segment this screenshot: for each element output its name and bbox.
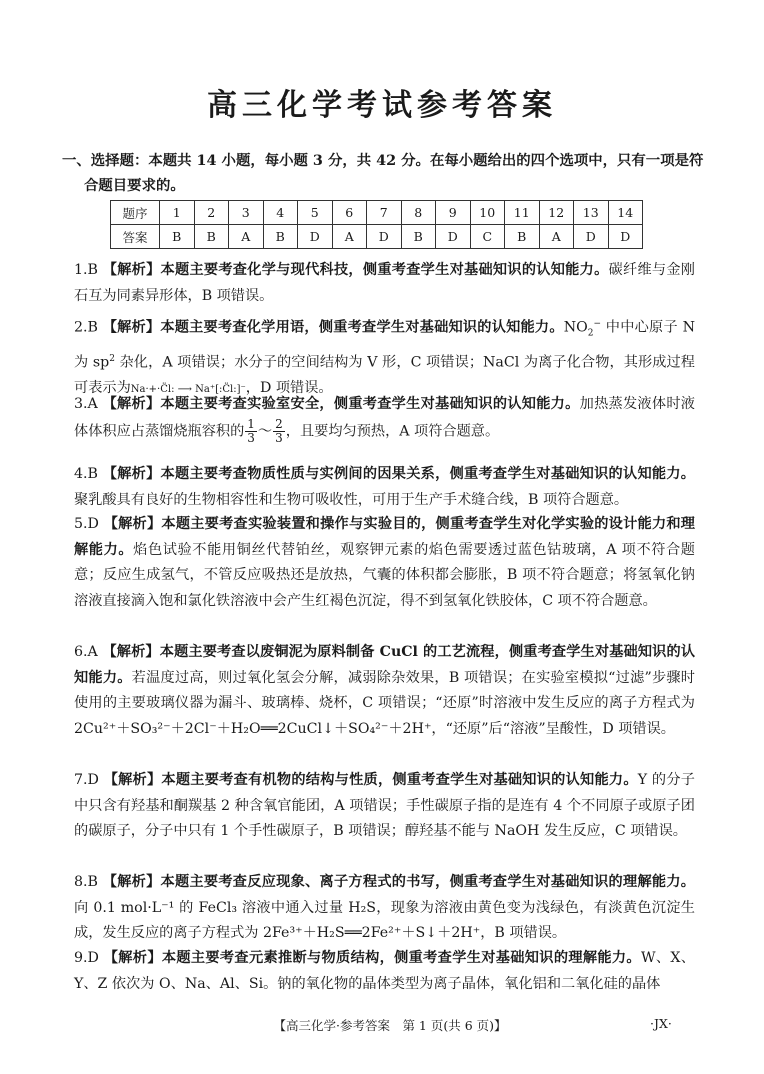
formula-charge: −	[593, 319, 602, 329]
table-cell: 14	[608, 201, 643, 225]
question-number: 7.D	[74, 772, 99, 788]
question-4	[74, 462, 695, 513]
analysis-body: W、X、Y、Z 依次为 O、Na、Al、Si。钠的氧化物的晶体类型为离子晶体，氧化铝和二氧化硅的晶体	[74, 950, 695, 992]
section-heading	[62, 148, 704, 198]
question-number: 6.A	[74, 644, 98, 660]
analysis-tag: 【解析】本题主要考查有机物的结构与性质，侧重考查学生对基础知识的认知能力。	[103, 772, 638, 788]
table-cell: 6	[332, 201, 367, 225]
table-cell: 1	[160, 201, 195, 225]
section-heading-line1: 一、选择题：本题共 14 小题，每小题 3 分，共 42 分。在每小题给出的四个选项中，只有一项是符	[62, 152, 704, 169]
question-number: 4.B	[74, 466, 98, 482]
table-cell: B	[160, 225, 195, 249]
tilde: ～	[257, 423, 273, 440]
page-title: 高三化学考试参考答案	[207, 88, 557, 123]
question-1	[74, 258, 695, 309]
table-cell: D	[367, 225, 402, 249]
fraction-two-thirds: $\frac{2}{3}$	[275, 416, 283, 445]
formation-formula: Na·+·C̈l: ⟶ Na⁺[:C̈l:]⁻	[130, 384, 246, 396]
question-7	[74, 768, 695, 845]
table-cell: D	[436, 225, 471, 249]
analysis-body: Y 的分子中只含有羟基和酮羰基 2 种含氧官能团，A 项错误；手性碳原子指的是连有 4 个不同原子或原子团的碳原子，分子中只有 1 个手性碳原子，B 项错误；醇羟基不能与 NaOH 发生反应，C 项错误。	[74, 772, 695, 840]
question-number: 1.B	[74, 262, 98, 278]
analysis-body: 加热蒸发液体时液体体积应占蒸馏烧瓶容积的	[74, 396, 695, 440]
footer-page-info: 【高三化学·参考答案 第 1 页(共 6 页)】	[273, 1018, 507, 1033]
row-label: 题序	[111, 201, 160, 225]
table-cell: D	[608, 225, 643, 249]
table-row-numbers	[111, 201, 643, 225]
table-cell: 9	[436, 201, 471, 225]
question-8	[74, 870, 695, 947]
table-cell: 10	[470, 201, 505, 225]
table-cell: 11	[505, 201, 540, 225]
table-cell: B	[401, 225, 436, 249]
row-label: 答案	[111, 225, 160, 249]
question-5	[74, 512, 695, 614]
analysis-tag: 【解析】本题主要考查实验室安全，侧重考查学生对基础知识的认知能力。	[102, 396, 580, 412]
analysis-body: 向 0.1 mol·L⁻¹ 的 FeCl₃ 溶液中通入过量 H₂S，现象为溶液由黄色变为浅绿色，有淡黄色沉淀生成，发生反应的离子方程式为 2Fe³⁺＋H₂S══2Fe²⁺＋S↓＋2H⁺，B 项错误。	[74, 899, 695, 942]
table-cell: A	[539, 225, 574, 249]
analysis-body-end: ，且要均匀预热，A 项符合题意。	[285, 423, 500, 440]
table-cell: D	[574, 225, 609, 249]
analysis-tag: 【解析】本题主要考查化学与现代科技，侧重考查学生对基础知识的认知能力。	[102, 262, 609, 278]
footer-code: ·JX·	[650, 1016, 672, 1031]
analysis-body-cont: 杂化，A 项错误；水分子的空间结构为 V 形，C 项错误；NaCl 为离子化合物，其形成过程可表示为	[74, 354, 695, 397]
table-row-answers	[111, 225, 643, 249]
hybrid-superscript: 2	[109, 354, 115, 365]
analysis-body: 碳纤维与金刚石互为同素异形体，B 项错误。	[74, 262, 695, 304]
analysis-body-end: ，D 项错误。	[245, 380, 333, 397]
analysis-tag: 【解析】本题主要考查元素推断与物质结构，侧重考查学生对基础知识的理解能力。	[103, 950, 641, 966]
table-cell: D	[298, 225, 333, 249]
analysis-tag: 【解析】本题主要考查实验装置和操作与实验目的，侧重考查学生对化学实验的设计能力和理解能力。	[74, 516, 695, 558]
analysis-body: 中中心原子 N 为 sp	[74, 319, 695, 371]
formula-subscript: 2	[587, 328, 594, 339]
question-9	[74, 946, 695, 997]
section-heading-line2: 合题目要求的。	[84, 177, 185, 194]
table-cell: A	[229, 225, 264, 249]
table-cell: 2	[194, 201, 229, 225]
table-cell: B	[505, 225, 540, 249]
analysis-body: 聚乳酸具有良好的生物相容性和生物可吸收性，可用于生产手术缝合线，B 项符合题意。	[74, 491, 629, 508]
question-number: 5.D	[74, 516, 99, 532]
formula-no2: NO	[563, 319, 588, 336]
analysis-body: 焰色试验不能用铜丝代替铂丝，观察钾元素的焰色需要透过蓝色钴玻璃，A 项不符合题意；反应生成氢气，不管反应吸热还是放热，气囊的体积都会膨胀，B 项不符合题意；将氢氧化钠溶液直接滴入饱和氯化铁溶液中会产生红褐色沉淀，得不到氢氧化铁胶体，C 项不符合题意。	[74, 541, 695, 609]
fraction-one-third: $\frac{1}{3}$	[247, 416, 255, 445]
analysis-tag: 【解析】本题主要考查反应现象、离子方程式的书写，侧重考查学生对基础知识的理解能力。	[102, 874, 695, 890]
table-cell: 5	[298, 201, 333, 225]
table-cell: A	[332, 225, 367, 249]
table-cell: 7	[367, 201, 402, 225]
table-cell: 12	[539, 201, 574, 225]
question-number: 3.A	[74, 396, 98, 412]
question-number: 8.B	[74, 874, 98, 890]
table-cell: 8	[401, 201, 436, 225]
table-cell: 13	[574, 201, 609, 225]
question-3	[74, 392, 695, 445]
question-number: 2.B	[74, 319, 98, 336]
analysis-tag: 【解析】本题主要考查化学用语，侧重考查学生对基础知识的认知能力。	[102, 319, 564, 336]
answer-table	[110, 200, 643, 249]
question-2	[74, 312, 695, 403]
question-number: 9.D	[74, 950, 99, 966]
question-6	[74, 640, 695, 742]
table-cell: B	[194, 225, 229, 249]
table-cell: 4	[263, 201, 298, 225]
analysis-tag: 【解析】本题主要考查物质性质与实例间的因果关系，侧重考查学生对基础知识的认知能力。	[102, 466, 695, 482]
analysis-tag: 【解析】本题主要考查以废铜泥为原料制备 CuCl 的工艺流程，侧重考查学生对基础知识的认知能力。	[74, 644, 696, 686]
table-cell: B	[263, 225, 298, 249]
table-cell: 3	[229, 201, 264, 225]
table-cell: C	[470, 225, 505, 249]
analysis-body: 若温度过高，则过氧化氢会分解，减弱除杂效果，B 项错误；在实验室模拟“过滤”步骤时使用的主要玻璃仪器为漏斗、玻璃棒、烧杯，C 项错误；“还原”时溶液中发生反应的离子方程式为 2Cu²⁺＋SO₃²⁻＋2Cl⁻＋H₂O══2CuCl↓＋SO₄²⁻＋2H⁺，“还原”后“溶液”呈酸性，D 项错误。	[74, 669, 695, 737]
